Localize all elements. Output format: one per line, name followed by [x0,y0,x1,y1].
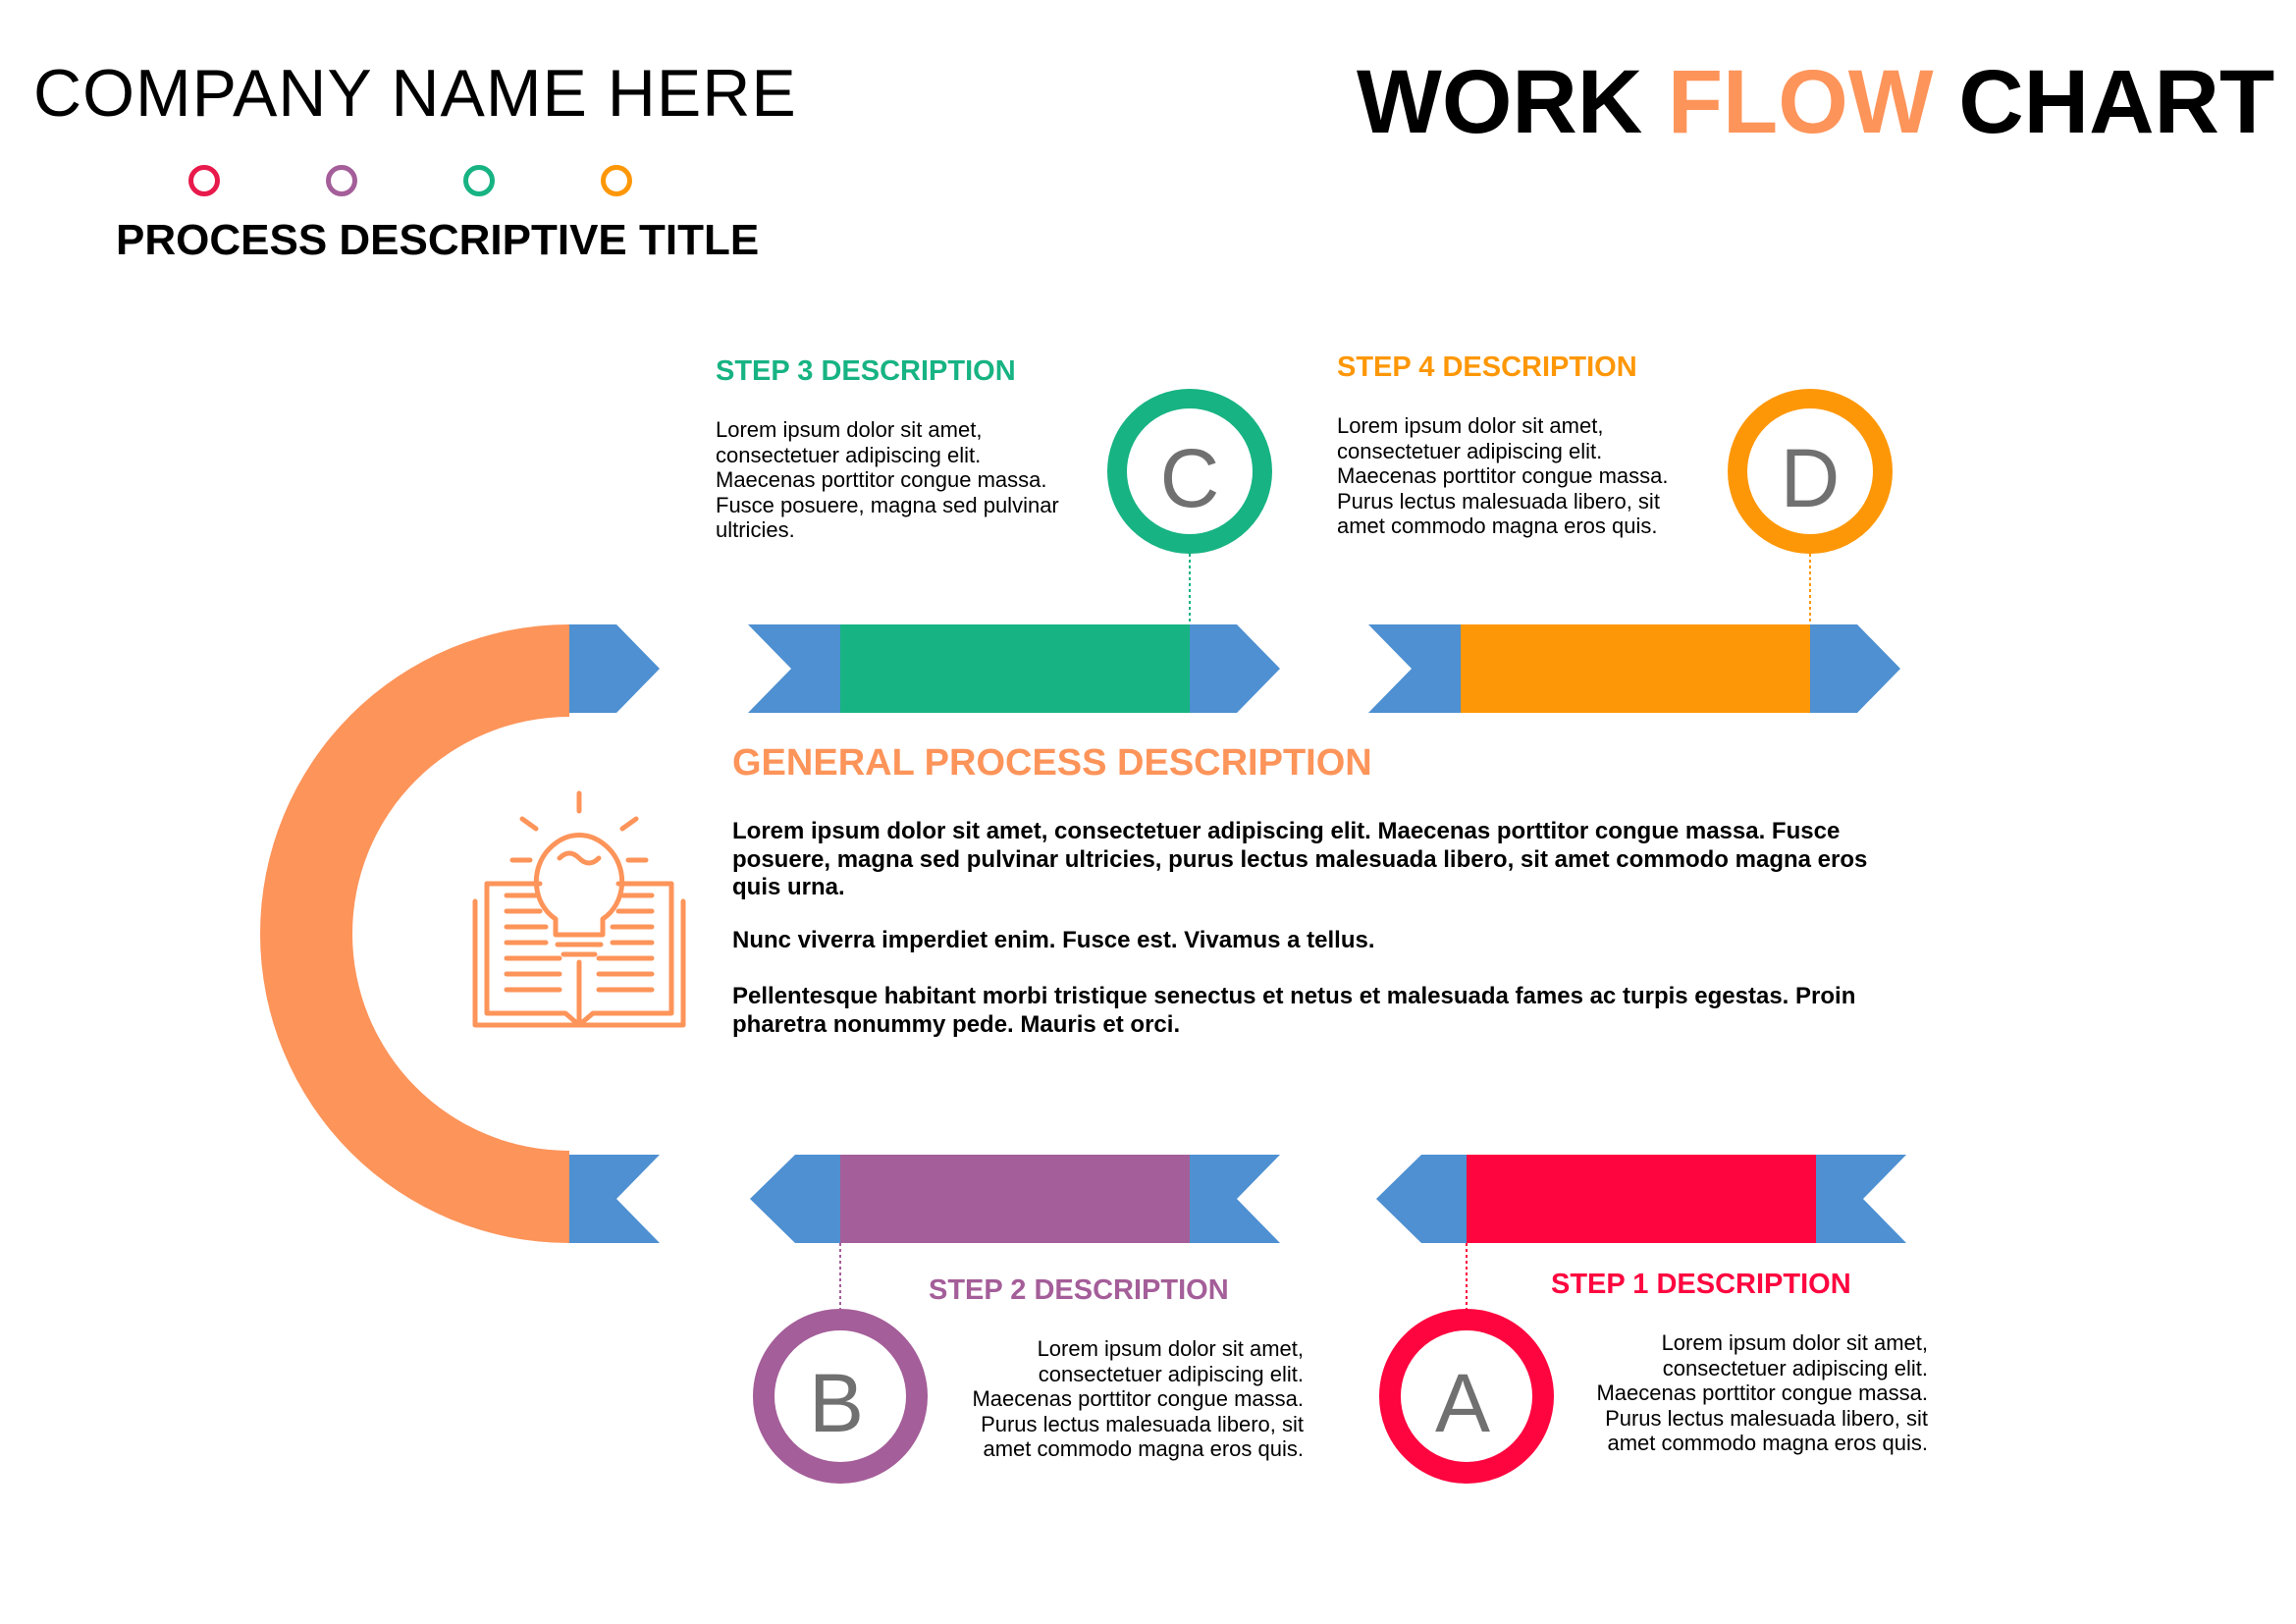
step3-banner-head [1190,624,1280,713]
step1-title: STEP 1 DESCRIPTION [1551,1269,1851,1300]
general-title: GENERAL PROCESS DESCRIPTION [732,742,1372,784]
general-para-1: Lorem ipsum dolor sit amet, consectetuer adipiscing elit. Maecenas porttitor congue massa. Fusce posuere, magna sed pulvinar ultricies, purus lectus malesuada libero, sit amet commodo magna eros quis urna. [732,818,1868,900]
step1-banner-bar [1467,1155,1816,1243]
step2-banner-bar [840,1155,1190,1243]
step1-banner-head [1376,1155,1467,1243]
step3-banner-bar [840,624,1190,713]
step3-banner-tail [748,624,840,713]
step2-letter: B [808,1357,865,1450]
top-arc-arrow [569,624,660,713]
step2-title: STEP 2 DESCRIPTION [929,1274,1229,1306]
step3-letter: C [1159,432,1220,525]
process-title: PROCESS DESCRIPTIVE TITLE [116,216,760,264]
step1-body: Lorem ipsum dolor sit amet, consectetuer adipiscing elit. Maecenas porttitor congue massa. Purus lectus malesuada libero, sit amet commodo magna eros quis. [1596,1330,1928,1455]
title-flow: FLOW [1667,52,1934,152]
step4-title: STEP 4 DESCRIPTION [1337,352,1637,383]
step3-body: Lorem ipsum dolor sit amet, consectetuer adipiscing elit. Maecenas porttitor congue massa. Fusce posuere, magna sed pulvinar ultricies. [716,417,1059,542]
book-lightbulb-icon [475,793,683,1025]
step2-body: Lorem ipsum dolor sit amet, consectetuer adipiscing elit. Maecenas porttitor congue massa. Purus lectus malesuada libero, sit amet commodo magna eros quis. [972,1336,1304,1461]
step1-letter: A [1434,1357,1491,1450]
step2-banner-tail [1190,1155,1280,1243]
step4-banner-head [1810,624,1900,713]
title-work: WORK [1357,52,1668,152]
step3-title: STEP 3 DESCRIPTION [716,355,1016,387]
general-para-3: Pellentesque habitant morbi tristique senectus et netus et malesuada fames ac turpis egestas. Proin pharetra nonummy pede. Mauris et orci. [732,983,1856,1038]
step4-letter: D [1780,432,1841,525]
step4-body: Lorem ipsum dolor sit amet, consectetuer adipiscing elit. Maecenas porttitor congue massa. Purus lectus malesuada libero, sit amet commodo magna eros quis. [1337,413,1669,538]
c-arc [260,624,569,1243]
step4-banner-bar [1461,624,1810,713]
title-chart: CHART [1933,52,2275,152]
general-para-2: Nunc viverra imperdiet enim. Fusce est. Vivamus a tellus. [732,927,1375,953]
step2-banner-head [750,1155,840,1243]
step1-banner-tail [1816,1155,1906,1243]
step4-banner-tail [1368,624,1461,713]
bottom-arc-notch [569,1155,660,1243]
company-name: COMPANY NAME HERE [33,56,797,131]
